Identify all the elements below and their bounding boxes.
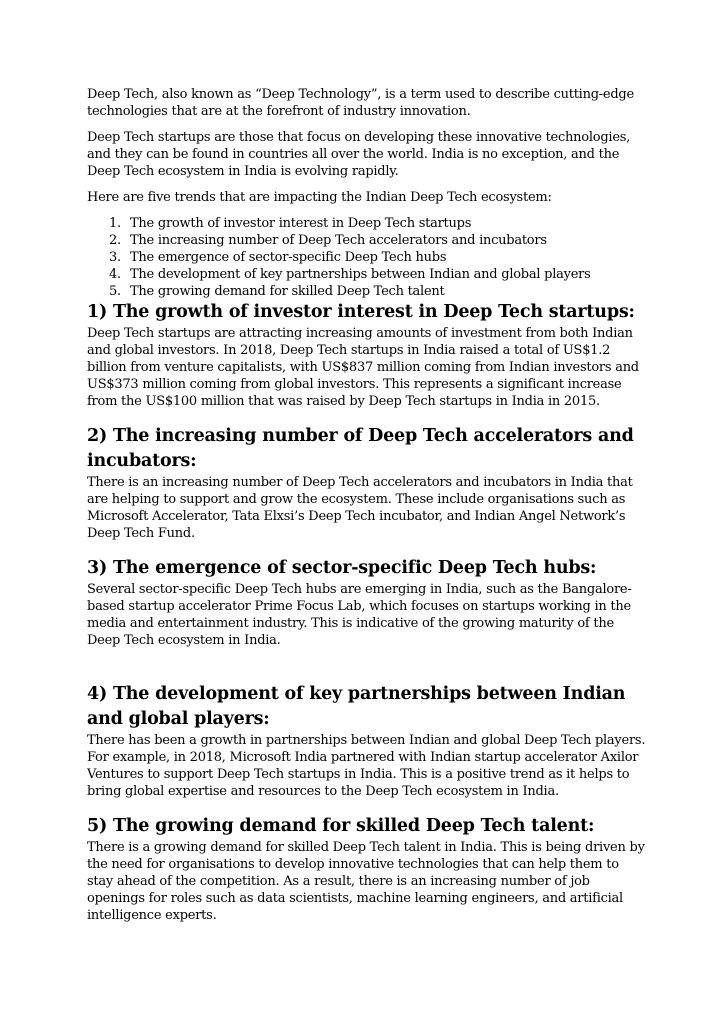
section-heading-talent-demand: 5) The growing demand for skilled Deep Tech talent: (87, 816, 595, 836)
document-page (87, 86, 647, 924)
intro-paragraph-trends-lead: Here are five trends that are impacting the Indian Deep Tech ecosystem: (87, 190, 552, 205)
list-item-number: 2. (109, 233, 121, 248)
section-body-talent-demand: There is a growing demand for skilled Deep Tech talent in India. This is being driven by the need for organisations to develop innovative technologies that can help them to stay ahead of the competition. As a result, there is an increasing number of job openings for roles such as data scientists, machine learning engineers, and artificial intelligence experts. (87, 840, 645, 923)
section-heading-investor-interest: 1) The growth of investor interest in Deep Tech startups: (87, 302, 635, 322)
intro-paragraph-definition: Deep Tech, also known as “Deep Technology”, is a term used to describe cutting-edge technologies that are at the forefront of industry innovation. (87, 87, 634, 119)
section-body-sector-hubs: Several sector-specific Deep Tech hubs are emerging in India, such as the Bangalore-based startup accelerator Prime Focus Lab, which focuses on startups working in the media and entertainment industry. This is indicative of the growing maturity of the Deep Tech ecosystem in India. (87, 582, 632, 648)
section-heading-accelerators: 2) The increasing number of Deep Tech accelerators and incubators: (87, 426, 634, 471)
trends-list (87, 215, 647, 300)
section-heading-partnerships: 4) The development of key partnerships between Indian and global players: (87, 684, 626, 729)
list-item-text: The emergence of sector-specific Deep Tech hubs (130, 250, 447, 265)
list-item-number: 5. (109, 284, 121, 299)
list-item (87, 249, 647, 266)
list-item-number: 3. (109, 250, 121, 265)
list-item-text: The growing demand for skilled Deep Tech talent (130, 284, 445, 299)
list-item-number: 4. (109, 267, 121, 282)
list-item-text: The development of key partnerships between Indian and global players (130, 267, 591, 282)
list-item-text: The growth of investor interest in Deep Tech startups (130, 216, 472, 231)
section-heading-sector-hubs: 3) The emergence of sector-specific Deep Tech hubs: (87, 558, 597, 578)
list-item-text: The increasing number of Deep Tech accelerators and incubators (130, 233, 547, 248)
list-item (87, 283, 647, 300)
section-body-accelerators: There is an increasing number of Deep Tech accelerators and incubators in India that are helping to support and grow the ecosystem. These include organisations such as Microsoft Accelerator, Tata Elxsi’s Deep Tech incubator, and Indian Angel Network’s Deep Tech Fund. (87, 475, 633, 541)
list-item (87, 232, 647, 249)
list-item (87, 266, 647, 283)
section-body-investor-interest: Deep Tech startups are attracting increasing amounts of investment from both Indian and global investors. In 2018, Deep Tech startups in India raised a total of US$1.2 billion from venture capitalists, with US$837 million coming from Indian investors and US$373 million coming from global investors. This represents a significant increase from the US$100 million that was raised by Deep Tech startups in India in 2015. (87, 326, 639, 409)
intro-paragraph-startups: Deep Tech startups are those that focus on developing these innovative technologies, and they can be found in countries all over the world. India is no exception, and the Deep Tech ecosystem in India is evolving rapidly. (87, 130, 631, 179)
section-body-partnerships: There has been a growth in partnerships between Indian and global Deep Tech players. For example, in 2018, Microsoft India partnered with Indian startup accelerator Axilor Ventures to support Deep Tech startups in India. This is a positive trend as it helps to bring global expertise and resources to the Deep Tech ecosystem in India. (87, 733, 646, 799)
list-item-number: 1. (109, 216, 121, 231)
list-item (87, 215, 647, 232)
